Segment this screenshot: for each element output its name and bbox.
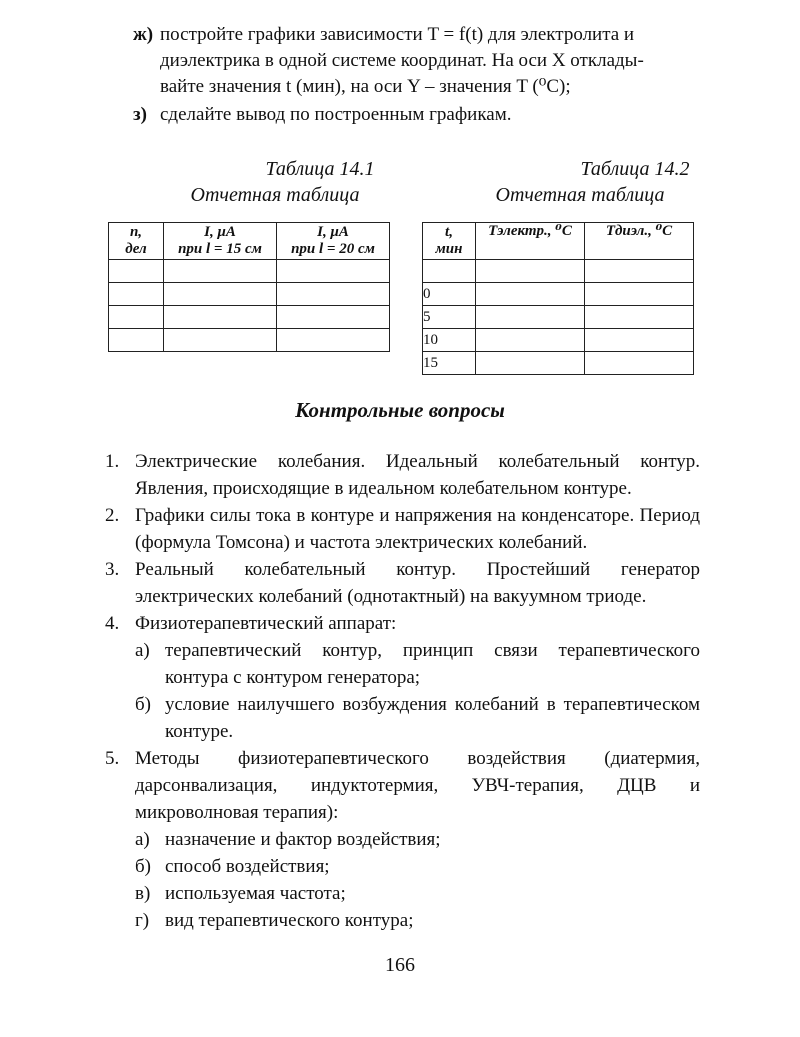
sub-text: вид терапевтического контура; — [165, 910, 414, 931]
report-table-2 — [422, 222, 694, 375]
table-cell — [109, 306, 164, 329]
instruction-steps — [133, 22, 713, 128]
question-text: Реальный колебательный контур. Простейший генератор электрических колебаний (однотактный) на вакуумном триоде. — [135, 559, 700, 607]
sub-item — [135, 907, 700, 934]
table-header-row — [109, 223, 390, 260]
header-line: Tэлектр., ⁰С — [488, 223, 572, 239]
question-number: 4. — [105, 613, 120, 634]
question-item — [105, 745, 700, 934]
table-cell — [277, 306, 390, 329]
step-letter: з) — [133, 104, 147, 125]
report-table-1 — [108, 222, 390, 352]
table-cell — [476, 352, 585, 375]
table-cell — [585, 260, 694, 283]
table2-number: Таблица 14.2 — [580, 158, 690, 180]
step-zh — [133, 22, 713, 100]
header-cell — [423, 223, 476, 260]
step-z — [133, 102, 713, 128]
table2-title: Отчетная таблица — [495, 184, 665, 206]
question-number: 3. — [105, 559, 120, 580]
table-cell — [277, 283, 390, 306]
question-text: Физиотерапевтический аппарат: — [135, 613, 397, 634]
sub-item — [135, 880, 700, 907]
sub-marker: а) — [135, 640, 150, 661]
sub-text: терапевтический контур, принцип связи терапевтического контура с контуром генератора; — [165, 640, 700, 688]
header-cell — [277, 223, 390, 260]
table-cell — [423, 260, 476, 283]
table-cell — [476, 260, 585, 283]
sub-item — [135, 691, 700, 745]
table-cell — [109, 260, 164, 283]
question-item — [105, 610, 700, 745]
question-item — [105, 502, 700, 556]
header-line: при l = 15 см — [178, 241, 262, 257]
question-body — [135, 745, 700, 934]
table-cell — [164, 329, 277, 352]
question-item — [105, 448, 700, 502]
header-line: мин — [435, 241, 463, 257]
table-cell — [585, 352, 694, 375]
table-row — [109, 283, 390, 306]
sub-marker: б) — [135, 694, 151, 715]
table-cell — [277, 260, 390, 283]
header-line: при l = 20 см — [291, 241, 375, 257]
table-cell — [476, 306, 585, 329]
step-line: диэлектрика в одной системе координат. На оси X отклады- — [160, 50, 644, 71]
sub-marker: б) — [135, 856, 151, 877]
question-item — [105, 556, 700, 610]
table-row — [423, 329, 694, 352]
question-text: Методы физиотерапевтического воздействия (диатермия, дарсонвализация, индуктотермия, УВЧ-терапия, ДЦВ и микроволновая терапия): — [135, 748, 700, 823]
sub-item — [135, 826, 700, 853]
table-cell — [164, 283, 277, 306]
table-row — [109, 329, 390, 352]
step-line: постройте графики зависимости T = f(t) для электролита и — [160, 24, 635, 45]
sub-item — [135, 853, 700, 880]
sub-text: способ воздействия; — [165, 856, 330, 877]
table-row — [423, 283, 694, 306]
sub-marker: в) — [135, 883, 151, 904]
table-row — [423, 352, 694, 375]
header-line: I, μA — [204, 224, 236, 240]
table1-number: Таблица 14.1 — [265, 158, 375, 180]
sub-marker: а) — [135, 829, 150, 850]
header-line: n, — [129, 224, 143, 240]
header-cell — [476, 223, 585, 260]
step-text — [160, 22, 713, 100]
page-number: 166 — [385, 954, 415, 976]
table-cell: 15 — [423, 352, 476, 375]
table-cell — [109, 283, 164, 306]
table-cell — [164, 306, 277, 329]
table-cell: 5 — [423, 306, 476, 329]
table-cell — [585, 306, 694, 329]
header-cell — [164, 223, 277, 260]
question-number: 2. — [105, 505, 120, 526]
sub-text: используемая частота; — [165, 883, 346, 904]
question-number: 5. — [105, 748, 120, 769]
header-line: t, — [445, 224, 453, 240]
table1-title: Отчетная таблица — [190, 184, 360, 206]
table-cell — [476, 283, 585, 306]
table-row — [109, 260, 390, 283]
table-row — [423, 260, 694, 283]
header-line: Tдиэл., ⁰С — [605, 223, 673, 239]
table-cell — [476, 329, 585, 352]
step-line: вайте значения t (мин), на оси Y – значения T (⁰С); — [160, 76, 571, 97]
question-text: Электрические колебания. Идеальный колебательный контур. Явления, происходящие в идеальном колебательном контуре. — [135, 451, 700, 499]
table-row — [423, 306, 694, 329]
sub-marker: г) — [135, 910, 150, 931]
table-cell: 10 — [423, 329, 476, 352]
question-body — [135, 610, 700, 745]
table-cell — [585, 329, 694, 352]
table-cell — [585, 283, 694, 306]
table-cell: 0 — [423, 283, 476, 306]
step-line: сделайте вывод по построенным графикам. — [160, 104, 512, 125]
table2-caption — [460, 156, 700, 208]
sub-text: условие наилучшего возбуждения колебаний в терапевтическом контуре. — [165, 694, 700, 742]
table-cell — [277, 329, 390, 352]
sub-text: назначение и фактор воздействия; — [165, 829, 441, 850]
step-letter: ж) — [133, 24, 154, 45]
step-text — [160, 102, 713, 128]
table-cell — [109, 329, 164, 352]
header-line: дел — [125, 241, 147, 257]
question-number: 1. — [105, 451, 120, 472]
table-row — [109, 306, 390, 329]
table-cell — [164, 260, 277, 283]
questions-list — [105, 448, 700, 934]
table-header-row — [423, 223, 694, 260]
sub-item — [135, 637, 700, 691]
table1-caption — [150, 156, 400, 208]
question-text: Графики силы тока в контуре и напряжения на конденсаторе. Период (формула Томсона) и частота электрических колебаний. — [135, 505, 700, 553]
header-cell — [585, 223, 694, 260]
header-cell — [109, 223, 164, 260]
section-title: Контрольные вопросы — [295, 398, 505, 422]
header-line: I, μA — [317, 224, 349, 240]
